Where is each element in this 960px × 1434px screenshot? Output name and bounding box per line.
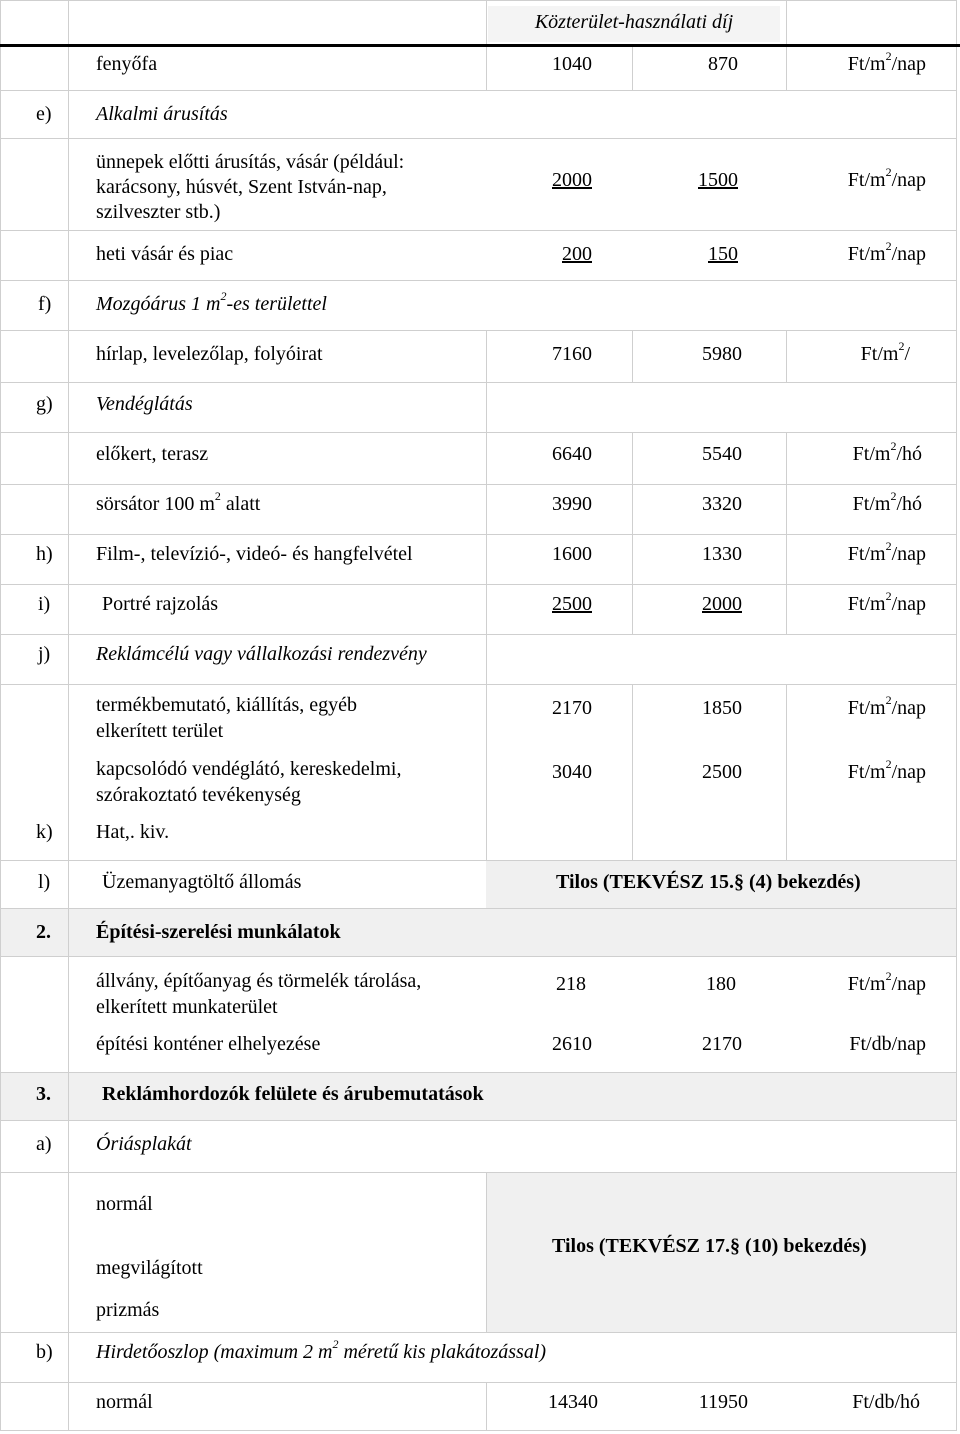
row-normal1-label: normál <box>96 1193 153 1215</box>
row-unnep-v1: 2000 <box>552 169 592 191</box>
row-i-unit: $Ft/m^2$/nap <box>847 589 926 615</box>
row-kapcs-v2: 2500 <box>702 761 742 783</box>
row-g-letter: g) <box>36 393 53 415</box>
row-h-v2: 1330 <box>702 543 742 565</box>
row-j-letter: j) <box>38 643 51 665</box>
row-allvany-v2: 180 <box>706 973 736 995</box>
section-3-title: Reklámhordozók felülete és árubemutatások <box>102 1083 484 1105</box>
row-sorsator-label: sörsátor 100 $m^2$ alatt <box>96 489 261 515</box>
row-l-note: Tilos (TEKVÉSZ 15.§ (4) bekezdés) <box>556 871 861 893</box>
row-elokert-v1: 6640 <box>552 443 592 465</box>
row-a-label: Óriásplakát <box>96 1133 192 1155</box>
row-kapcs-unit: $Ft/m^2$/nap <box>847 757 926 783</box>
row-kapcs-label: kapcsolódó vendéglátó, kereskedelmi, szórakoztató tevékenység <box>96 758 402 806</box>
row-megvil-label: megvilágított <box>96 1257 203 1279</box>
row-hirlap-unit: $Ft/m^2/$ <box>860 339 910 365</box>
row-sorsator-v2: 3320 <box>702 493 742 515</box>
row-termek-v2: 1850 <box>702 697 742 719</box>
row-allvany-label: állvány, építőanyag és törmelék tárolása, elkerített munkaterület <box>96 970 422 1018</box>
row-allvany-unit: $Ft/m^2$/nap <box>847 969 926 995</box>
row-i-label: Portré rajzolás <box>102 593 219 615</box>
row-fenyofa-v1: 1040 <box>552 53 592 75</box>
row-sorsator-unit: $Ft/m^2/hó$ <box>852 489 922 515</box>
row-termek-unit: $Ft/m^2$/nap <box>847 693 926 719</box>
row-l-label: Üzemanyagtöltő állomás <box>102 871 302 893</box>
row-e-label: Alkalmi árusítás <box>96 103 228 125</box>
row-elokert-label: előkert, terasz <box>96 443 209 465</box>
row-b-letter: b) <box>36 1341 53 1363</box>
row-unnep-label: ünnepek előtti árusítás, vásár (például: karácsony, húsvét, Szent István-nap, szilveszter stb.) <box>96 151 405 223</box>
row-heti-v2: 150 <box>708 243 738 265</box>
section-2-number: 2. <box>36 921 51 943</box>
row-i-v2: 2000 <box>702 593 742 615</box>
row-f-label: Mozgóárus 1 $m^2-es$ területtel <box>96 289 327 315</box>
row-heti-unit: $Ft/m^2$/nap <box>847 239 926 265</box>
row-fenyofa-label: fenyőfa <box>96 53 158 75</box>
row-unnep-v2: 1500 <box>698 169 738 191</box>
row-i-v1: 2500 <box>552 593 592 615</box>
row-sorsator-v1: 3990 <box>552 493 592 515</box>
section-3-number: 3. <box>36 1083 51 1105</box>
row-unnep-unit: $Ft/m^2$/nap <box>847 165 926 191</box>
row-elokert-v2: 5540 <box>702 443 742 465</box>
row-allvany-v1: 218 <box>556 973 586 995</box>
row-hirlap-label: hírlap, levelezőlap, folyóirat <box>96 343 323 365</box>
row-normal2-v1: 14340 <box>548 1391 598 1413</box>
row-f-letter: f) <box>38 293 52 315</box>
row-g-label: Vendéglátás <box>96 393 193 415</box>
row-fenyofa-unit: $Ft/m^2$/nap <box>847 49 926 75</box>
row-normal2-v2: 11950 <box>698 1391 748 1413</box>
row-k-letter: k) <box>36 821 53 843</box>
row-h-letter: h) <box>36 543 53 565</box>
row-kontener-v1: 2610 <box>552 1033 592 1055</box>
row-h-label: Film-, televízió-, videó- és hangfelvétel <box>96 543 413 565</box>
row-a-letter: a) <box>36 1133 52 1155</box>
row-h-v1: 1600 <box>552 543 592 565</box>
row-heti-v1: 200 <box>562 243 592 265</box>
row-normal2-unit: Ft/db/hó <box>852 1391 920 1413</box>
section-2-title: Építési-szerelési munkálatok <box>96 921 341 943</box>
row-normal2-label: normál <box>96 1391 153 1413</box>
row-h-unit: $Ft/m^2$/nap <box>847 539 926 565</box>
row-b-label: Hirdetőoszlop (maximum 2 $m^2$ méretű kis plakátozással) <box>96 1337 547 1363</box>
row-k-label: Hat,. kiv. <box>96 821 170 843</box>
row-j-label: Reklámcélú vagy vállalkozási rendezvény <box>96 643 427 665</box>
row-kontener-unit: Ft/db/nap <box>849 1033 926 1055</box>
row-l-letter: l) <box>38 871 51 893</box>
row-hirlap-v1: 7160 <box>552 343 592 365</box>
row-kontener-label: építési konténer elhelyezése <box>96 1033 321 1055</box>
row-elokert-unit: $Ft/m^2/hó$ <box>852 439 922 465</box>
row-i-letter: i) <box>38 593 51 615</box>
row-e-letter: e) <box>36 103 52 125</box>
row-termek-v1: 2170 <box>552 697 592 719</box>
page-title: Közterület-használati díj <box>534 11 734 33</box>
row-heti-label: heti vásár és piac <box>96 243 234 265</box>
row-kontener-v2: 2170 <box>702 1033 742 1055</box>
row-hirlap-v2: 5980 <box>702 343 742 365</box>
row-prizmas-label: prizmás <box>96 1299 160 1321</box>
header-rule <box>0 44 960 47</box>
row-oriasplakat-note: Tilos (TEKVÉSZ 17.§ (10) bekezdés) <box>552 1235 867 1257</box>
row-termek-label: termékbemutató, kiállítás, egyéb elkerített terület <box>96 694 358 742</box>
row-fenyofa-v2: 870 <box>708 53 738 75</box>
row-kapcs-v1: 3040 <box>552 761 592 783</box>
